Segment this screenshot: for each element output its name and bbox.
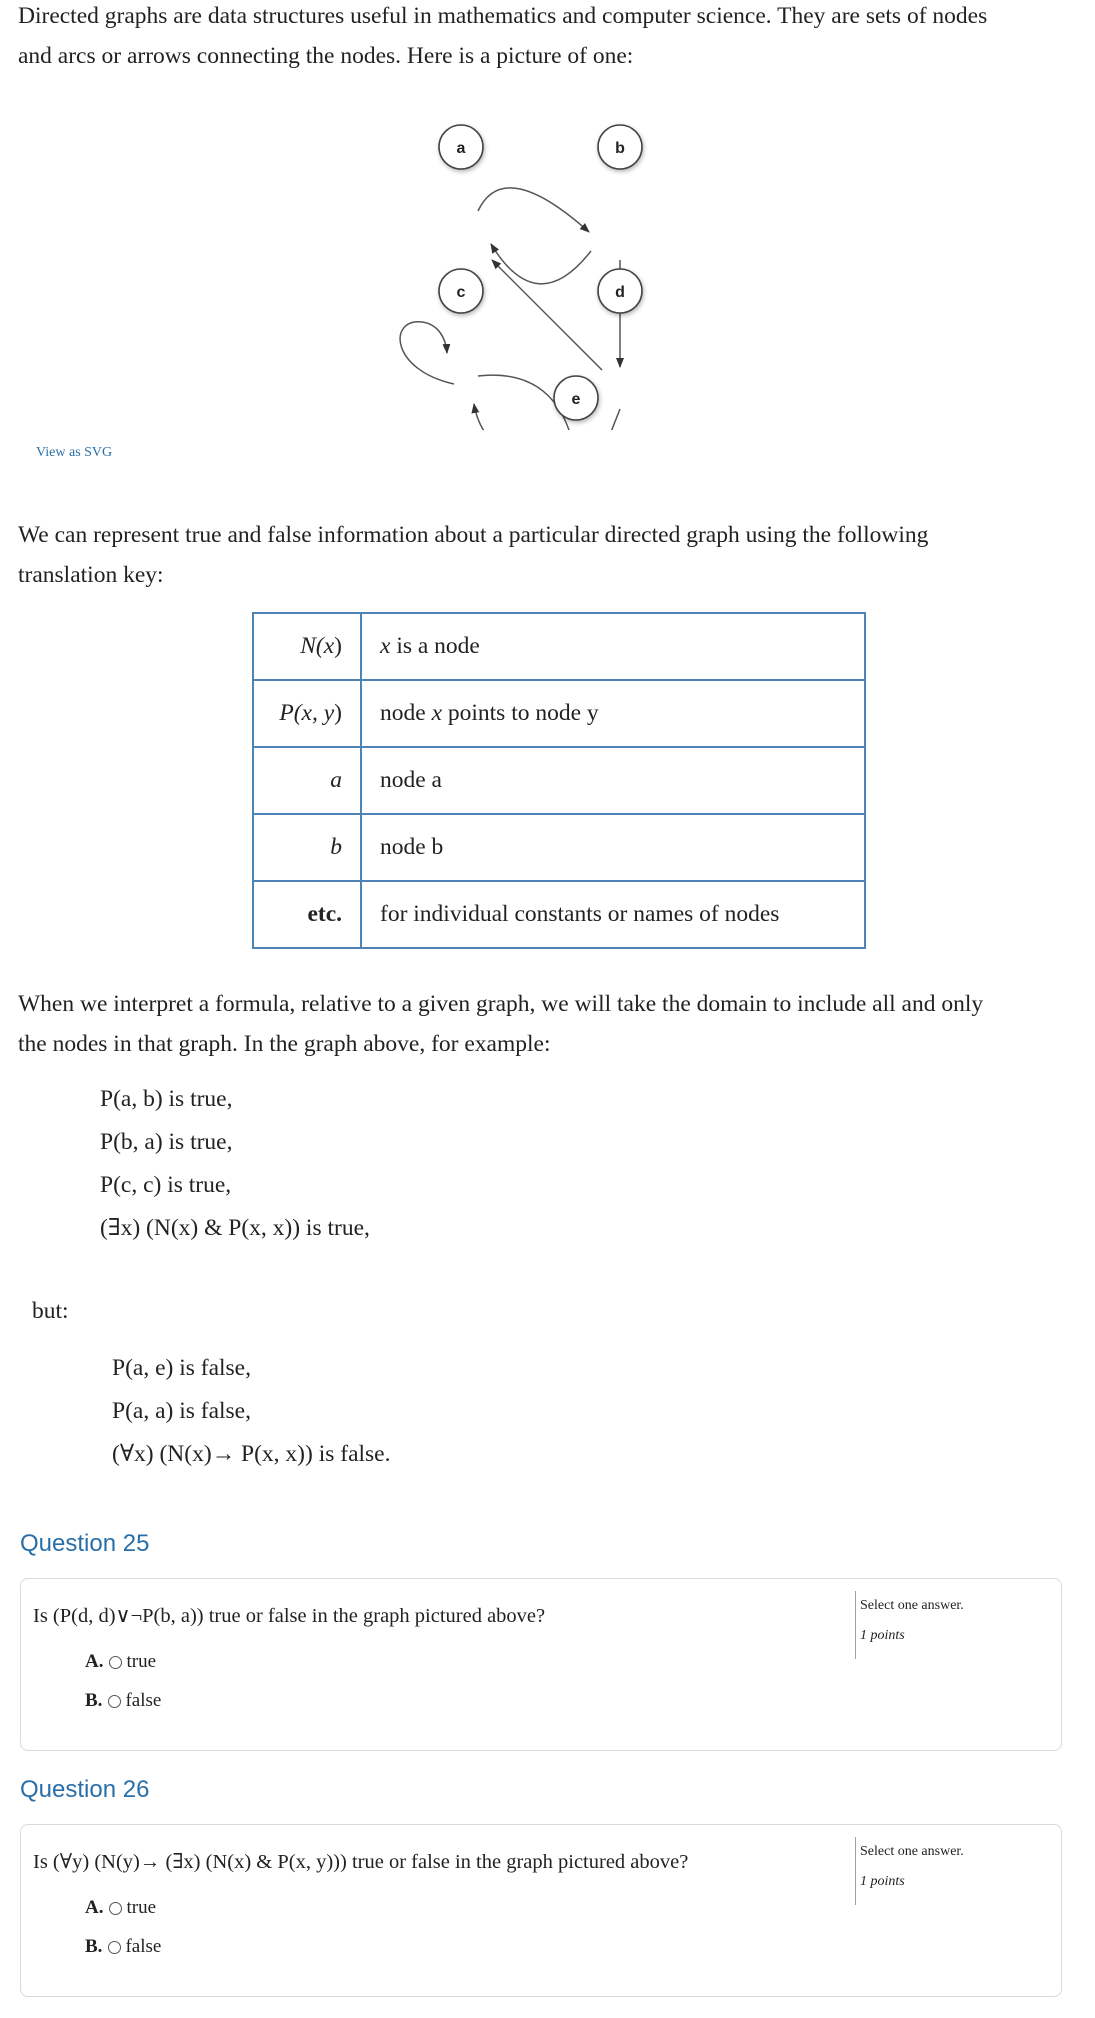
sym-prefix: N( (300, 633, 324, 659)
interpretation-paragraph (18, 984, 1068, 1064)
key-row (253, 881, 865, 948)
option-letter: B. (85, 1936, 103, 1957)
desc-text-end: points to node y (442, 700, 599, 726)
intro-paragraph (18, 0, 1068, 76)
translation-intro-line-1: We can represent true and false information about a particular directed graph using the following (18, 522, 929, 548)
interpret-line-2: the nodes in that graph. In the graph above, for example: (18, 1031, 551, 1057)
select-instruction: Select one answer. (860, 1844, 964, 1859)
points-label: 1 points (860, 1628, 905, 1643)
option-label[interactable]: true (126, 1651, 157, 1672)
question-26-text: Is (∀y) (N(y)→ (∃x) (N(x) & P(x, y))) true or false in the graph pictured above? (33, 1851, 689, 1873)
option-a-true[interactable] (85, 1651, 156, 1673)
translation-intro (18, 515, 1068, 595)
key-row (253, 613, 865, 680)
select-instruction: Select one answer. (860, 1598, 964, 1613)
graph-nodes (380, 100, 660, 430)
desc-text: node a (380, 767, 442, 793)
desc-var: x (380, 633, 391, 659)
true-examples-list (100, 1078, 370, 1250)
question-25-box (20, 1578, 1062, 1751)
key-symbol (253, 613, 361, 680)
desc-text: is a node (390, 633, 480, 659)
sym-prefix: P( (279, 700, 302, 726)
key-symbol (253, 747, 361, 814)
sym-var: a (330, 767, 342, 793)
node-b-label: b (615, 140, 625, 157)
option-letter: A. (85, 1651, 104, 1672)
option-b-false[interactable] (85, 1936, 161, 1958)
key-row (253, 747, 865, 814)
view-as-svg-link[interactable]: View as SVG (36, 445, 113, 460)
key-symbol (253, 881, 361, 948)
desc-text: for individual constants or names of nodes (380, 901, 780, 927)
option-b-false[interactable] (85, 1690, 161, 1712)
key-description (361, 680, 865, 747)
node-a-label: a (456, 140, 466, 157)
key-row (253, 680, 865, 747)
key-description (361, 747, 865, 814)
sym-etc: etc. (307, 901, 342, 927)
example-item: (∃x) (N(x) & P(x, x)) is true, (100, 1215, 370, 1241)
option-label[interactable]: true (126, 1897, 157, 1918)
example-item: P(a, a) is false, (112, 1398, 251, 1424)
translation-key-table (252, 612, 866, 949)
key-description (361, 881, 865, 948)
but-label: but: (32, 1298, 69, 1324)
option-a-true[interactable] (85, 1897, 156, 1919)
desc-var: x (431, 700, 442, 726)
example-item: (∀x) (N(x)→ P(x, x)) is false. (112, 1441, 391, 1467)
option-letter: A. (85, 1897, 104, 1918)
example-item: P(c, c) is true, (100, 1172, 232, 1198)
radio-button[interactable] (108, 1941, 121, 1954)
intro-line-2: and arcs or arrows connecting the nodes. Here is a picture of one: (18, 43, 634, 69)
desc-text: node (380, 700, 432, 726)
radio-button[interactable] (109, 1902, 122, 1915)
intro-line-1: Directed graphs are data structures useful in mathematics and computer science. They are sets of nodes (18, 3, 988, 29)
sym-suffix: ) (334, 633, 342, 659)
key-description (361, 613, 865, 680)
example-item: P(a, e) is false, (112, 1355, 251, 1381)
translation-intro-line-2: translation key: (18, 562, 164, 588)
node-c-label: c (456, 284, 466, 301)
question-26-meta (855, 1837, 964, 1905)
node-e-label: e (571, 391, 581, 408)
sym-suffix: ) (334, 700, 342, 726)
key-description (361, 814, 865, 881)
question-26-box (20, 1824, 1062, 1997)
points-label: 1 points (860, 1874, 905, 1889)
option-letter: B. (85, 1690, 103, 1711)
question-25-text: Is (P(d, d)∨¬P(b, a)) true or false in the graph pictured above? (33, 1605, 546, 1627)
key-symbol (253, 814, 361, 881)
question-26-title: Question 26 (20, 1776, 150, 1803)
sym-var: x, y (301, 700, 335, 726)
example-item: P(b, a) is true, (100, 1129, 233, 1155)
radio-button[interactable] (108, 1695, 121, 1708)
desc-text: node b (380, 834, 444, 860)
interpret-line-1: When we interpret a formula, relative to a given graph, we will take the domain to include all and only (18, 991, 984, 1017)
option-label[interactable]: false (125, 1690, 162, 1711)
node-d-label: d (615, 284, 625, 301)
key-symbol (253, 680, 361, 747)
question-25-meta (855, 1591, 964, 1659)
sym-var: x (323, 633, 335, 659)
option-label[interactable]: false (125, 1936, 162, 1957)
question-25-title: Question 25 (20, 1530, 150, 1557)
example-item: P(a, b) is true, (100, 1086, 233, 1112)
radio-button[interactable] (109, 1656, 122, 1669)
false-examples-list (112, 1347, 391, 1476)
sym-var: b (330, 834, 342, 860)
key-row (253, 814, 865, 881)
